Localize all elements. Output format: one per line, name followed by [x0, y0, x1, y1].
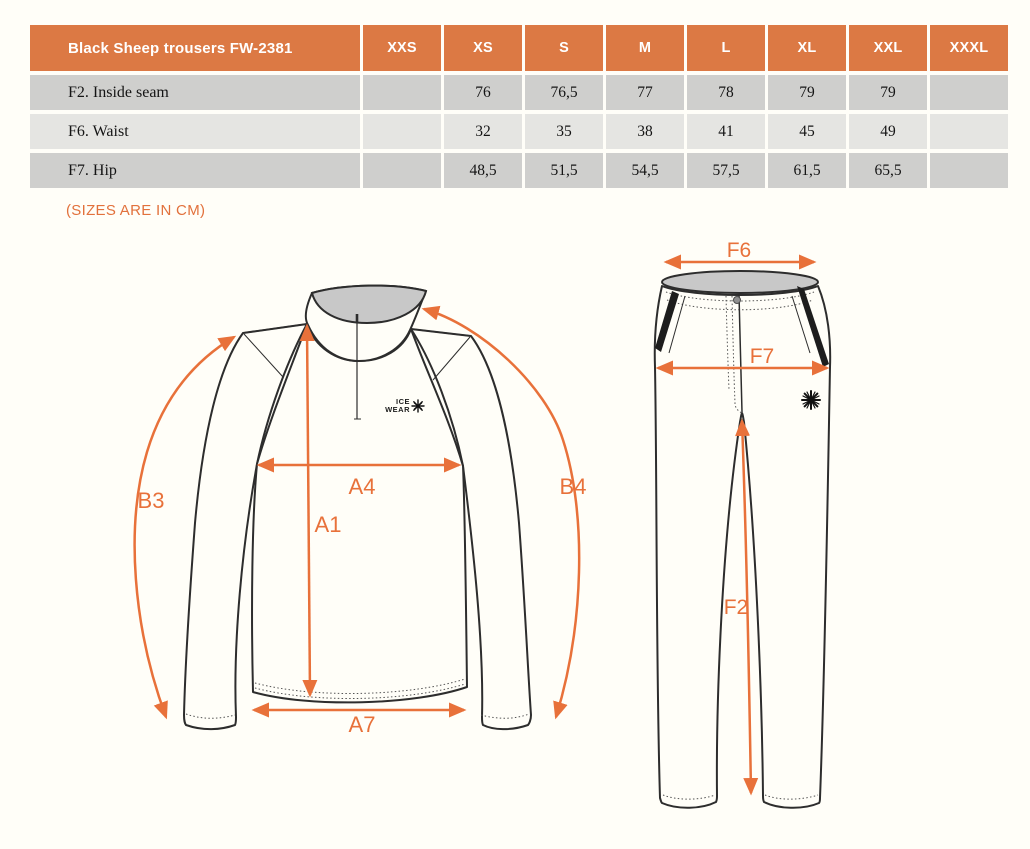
col-header-xxs: XXS	[363, 25, 441, 71]
size-table	[30, 25, 1008, 188]
col-header-xxl: XXL	[849, 25, 927, 71]
trousers-snowflake-icon	[802, 391, 820, 409]
icewear-logo-line1: ICE	[395, 397, 410, 406]
trousers-measure-label-f2: F2	[723, 596, 749, 619]
table-cell: 41	[687, 114, 765, 149]
trousers-body	[655, 286, 830, 808]
shirt-measure-label-b3: B3	[137, 488, 165, 513]
shirt-measure-label-a4: A4	[348, 474, 376, 499]
shirt-measure-label-a1: A1	[314, 512, 342, 537]
table-cell: 35	[525, 114, 603, 149]
table-cell	[363, 75, 441, 110]
shirt-measure-label-a7: A7	[348, 712, 376, 737]
col-header-m: M	[606, 25, 684, 71]
table-cell: 49	[849, 114, 927, 149]
col-header-xxxl: XXXL	[930, 25, 1008, 71]
shirt-body	[252, 324, 467, 702]
shirt-diagram	[115, 268, 595, 748]
table-cell: 76,5	[525, 75, 603, 110]
table-cell	[930, 75, 1008, 110]
table-cell: 32	[444, 114, 522, 149]
table-cell: 51,5	[525, 153, 603, 188]
icewear-snowflake-icon	[412, 400, 424, 412]
table-title: Black Sheep trousers FW-2381	[30, 25, 360, 71]
waist-button	[734, 297, 741, 304]
row-label-inside-seam: F2. Inside seam	[30, 75, 360, 110]
row-label-waist: F6. Waist	[30, 114, 360, 149]
table-cell: 61,5	[768, 153, 846, 188]
row-label-hip: F7. Hip	[30, 153, 360, 188]
table-cell	[363, 114, 441, 149]
table-cell: 54,5	[606, 153, 684, 188]
sizes-unit-note: (SIZES ARE IN CM)	[66, 202, 206, 219]
col-header-xs: XS	[444, 25, 522, 71]
trousers-measure-label-f7: F7	[749, 345, 775, 368]
trousers-waist-opening	[662, 271, 818, 293]
table-cell: 79	[849, 75, 927, 110]
shirt-measure-label-b4: B4	[559, 474, 587, 499]
table-cell	[363, 153, 441, 188]
col-header-xl: XL	[768, 25, 846, 71]
table-cell: 45	[768, 114, 846, 149]
table-cell	[930, 114, 1008, 149]
table-cell: 78	[687, 75, 765, 110]
col-header-l: L	[687, 25, 765, 71]
table-cell: 38	[606, 114, 684, 149]
table-cell	[930, 153, 1008, 188]
trousers-measure-label-f6: F6	[726, 240, 752, 262]
trousers-diagram	[640, 240, 940, 840]
table-cell: 48,5	[444, 153, 522, 188]
table-cell: 76	[444, 75, 522, 110]
icewear-logo-line2: WEAR	[385, 405, 410, 414]
table-cell: 65,5	[849, 153, 927, 188]
col-header-s: S	[525, 25, 603, 71]
table-cell: 77	[606, 75, 684, 110]
table-cell: 79	[768, 75, 846, 110]
table-cell: 57,5	[687, 153, 765, 188]
